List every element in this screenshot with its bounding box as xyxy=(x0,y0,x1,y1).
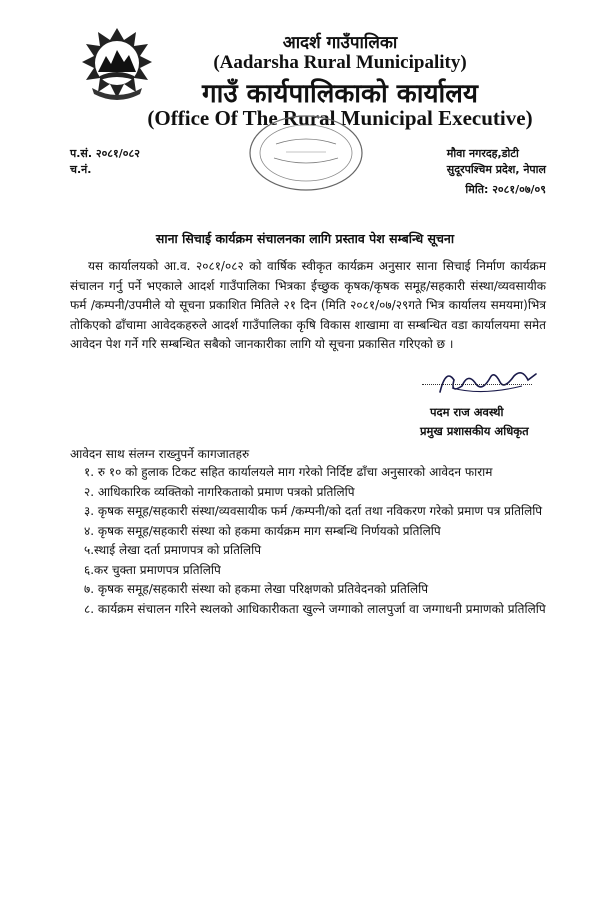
chalani-number: च.नं. xyxy=(70,163,92,176)
signatory-title: प्रमुख प्रशासकीय अधिकृत xyxy=(420,424,529,438)
documents-heading: आवेदन साथ संलग्न राख्नुपर्ने कागजातहरु xyxy=(70,447,250,461)
address-line-1: मौवा नगरदह,डोटी xyxy=(446,147,519,160)
list-item: ६.कर चुक्ता प्रमाणपत्र प्रतिलिपि xyxy=(84,562,221,577)
notice-subject: साना सिचाई कार्यक्रम संचालनका लागि प्रस्ताव पेश सम्बन्धि सूचना xyxy=(155,231,455,246)
address-block xyxy=(447,146,546,178)
office-name-nepali: गाउँ कार्यपालिकाको कार्यालय xyxy=(202,79,478,109)
office-stamp-icon xyxy=(246,112,366,194)
signature-line xyxy=(422,384,532,385)
org-name-english: (Aadarsha Rural Municipality) xyxy=(213,52,467,73)
list-item: १. रु १० को हुलाक टिकट सहित कार्यालयले माग गरेको निर्दिष्ट ढाँचा अनुसारको आवेदन फाराम xyxy=(84,465,493,479)
office-name-english: (Office Of The Rural Municipal Executive) xyxy=(147,106,533,130)
reference-block xyxy=(70,146,140,178)
org-name-nepali: आदर्श गाउँपालिका xyxy=(282,33,398,53)
notice-body: यस कार्यालयको आ.व. २०८१/०८२ को वार्षिक स्वीकृत कार्यक्रम अनुसार साना सिचाई निर्माण कार्यक्रम संचालन गर्नु पर्ने भएकाले आदर्श गाउँपालिका भित्रका ईच्छुक कृषक/कृषक समूह/सहकारी संस्था/व्यवसायीक फर्म /कम्पनी/उपमीले यो सूचना प्रकाशित मितिले २१ दिन (मिति २०८१/०७/२९गते भित्र कार्यालय समयमा)भित्र तोकिएको ढाँचामा आवेदकहरुले आदर्श गाउँपालिका कृषि विकास शाखामा वा सम्बन्धित वडा कार्यालयमा समेत आवेदन पेश गर्ने गरि सम्बन्धित सबैको जानकारीका लागि यो सूचना प्रकासित गरिएको छ । xyxy=(70,259,546,351)
address-line-2: सुदूरपश्चिम प्रदेश, नेपाल xyxy=(446,163,546,176)
list-item: ३. कृषक समूह/सहकारी संस्था/व्यवसायीक फर्म /कम्पनी/को दर्ता तथा नविकरण गरेको प्रमाण पत्र प्रतिलिपि xyxy=(84,504,543,518)
patra-sankhya: प.सं. २०८१/०८२ xyxy=(70,147,140,160)
signatory-name: पदम राज अवस्थी xyxy=(430,405,504,419)
documents-list xyxy=(84,463,554,619)
notice-date: मिति: २०८१/०७/०९ xyxy=(465,183,546,196)
list-item: ५.स्थाई लेखा दर्ता प्रमाणपत्र को प्रतिलिपि xyxy=(84,543,262,557)
list-item: २. आधिकारिक व्यक्तिको नागरिकताको प्रमाण पत्रको प्रतिलिपि xyxy=(84,484,355,499)
list-item: ७. कृषक समूह/सहकारी संस्था को हकमा लेखा परिक्षणको प्रतिवेदनको प्रतिलिपि xyxy=(84,582,429,596)
list-item: ४. कृषक समूह/सहकारी संस्था को हकमा कार्यक्रम माग सम्बन्धि निर्णयको प्रतिलिपि xyxy=(84,523,441,538)
list-item: ८. कार्यक्रम संचालन गरिने स्थलको आधिकारीकता खुल्ने जग्गाको लालपुर्जा वा जग्गाधनी प्रमाणको प्रतिलिपि xyxy=(84,601,546,616)
